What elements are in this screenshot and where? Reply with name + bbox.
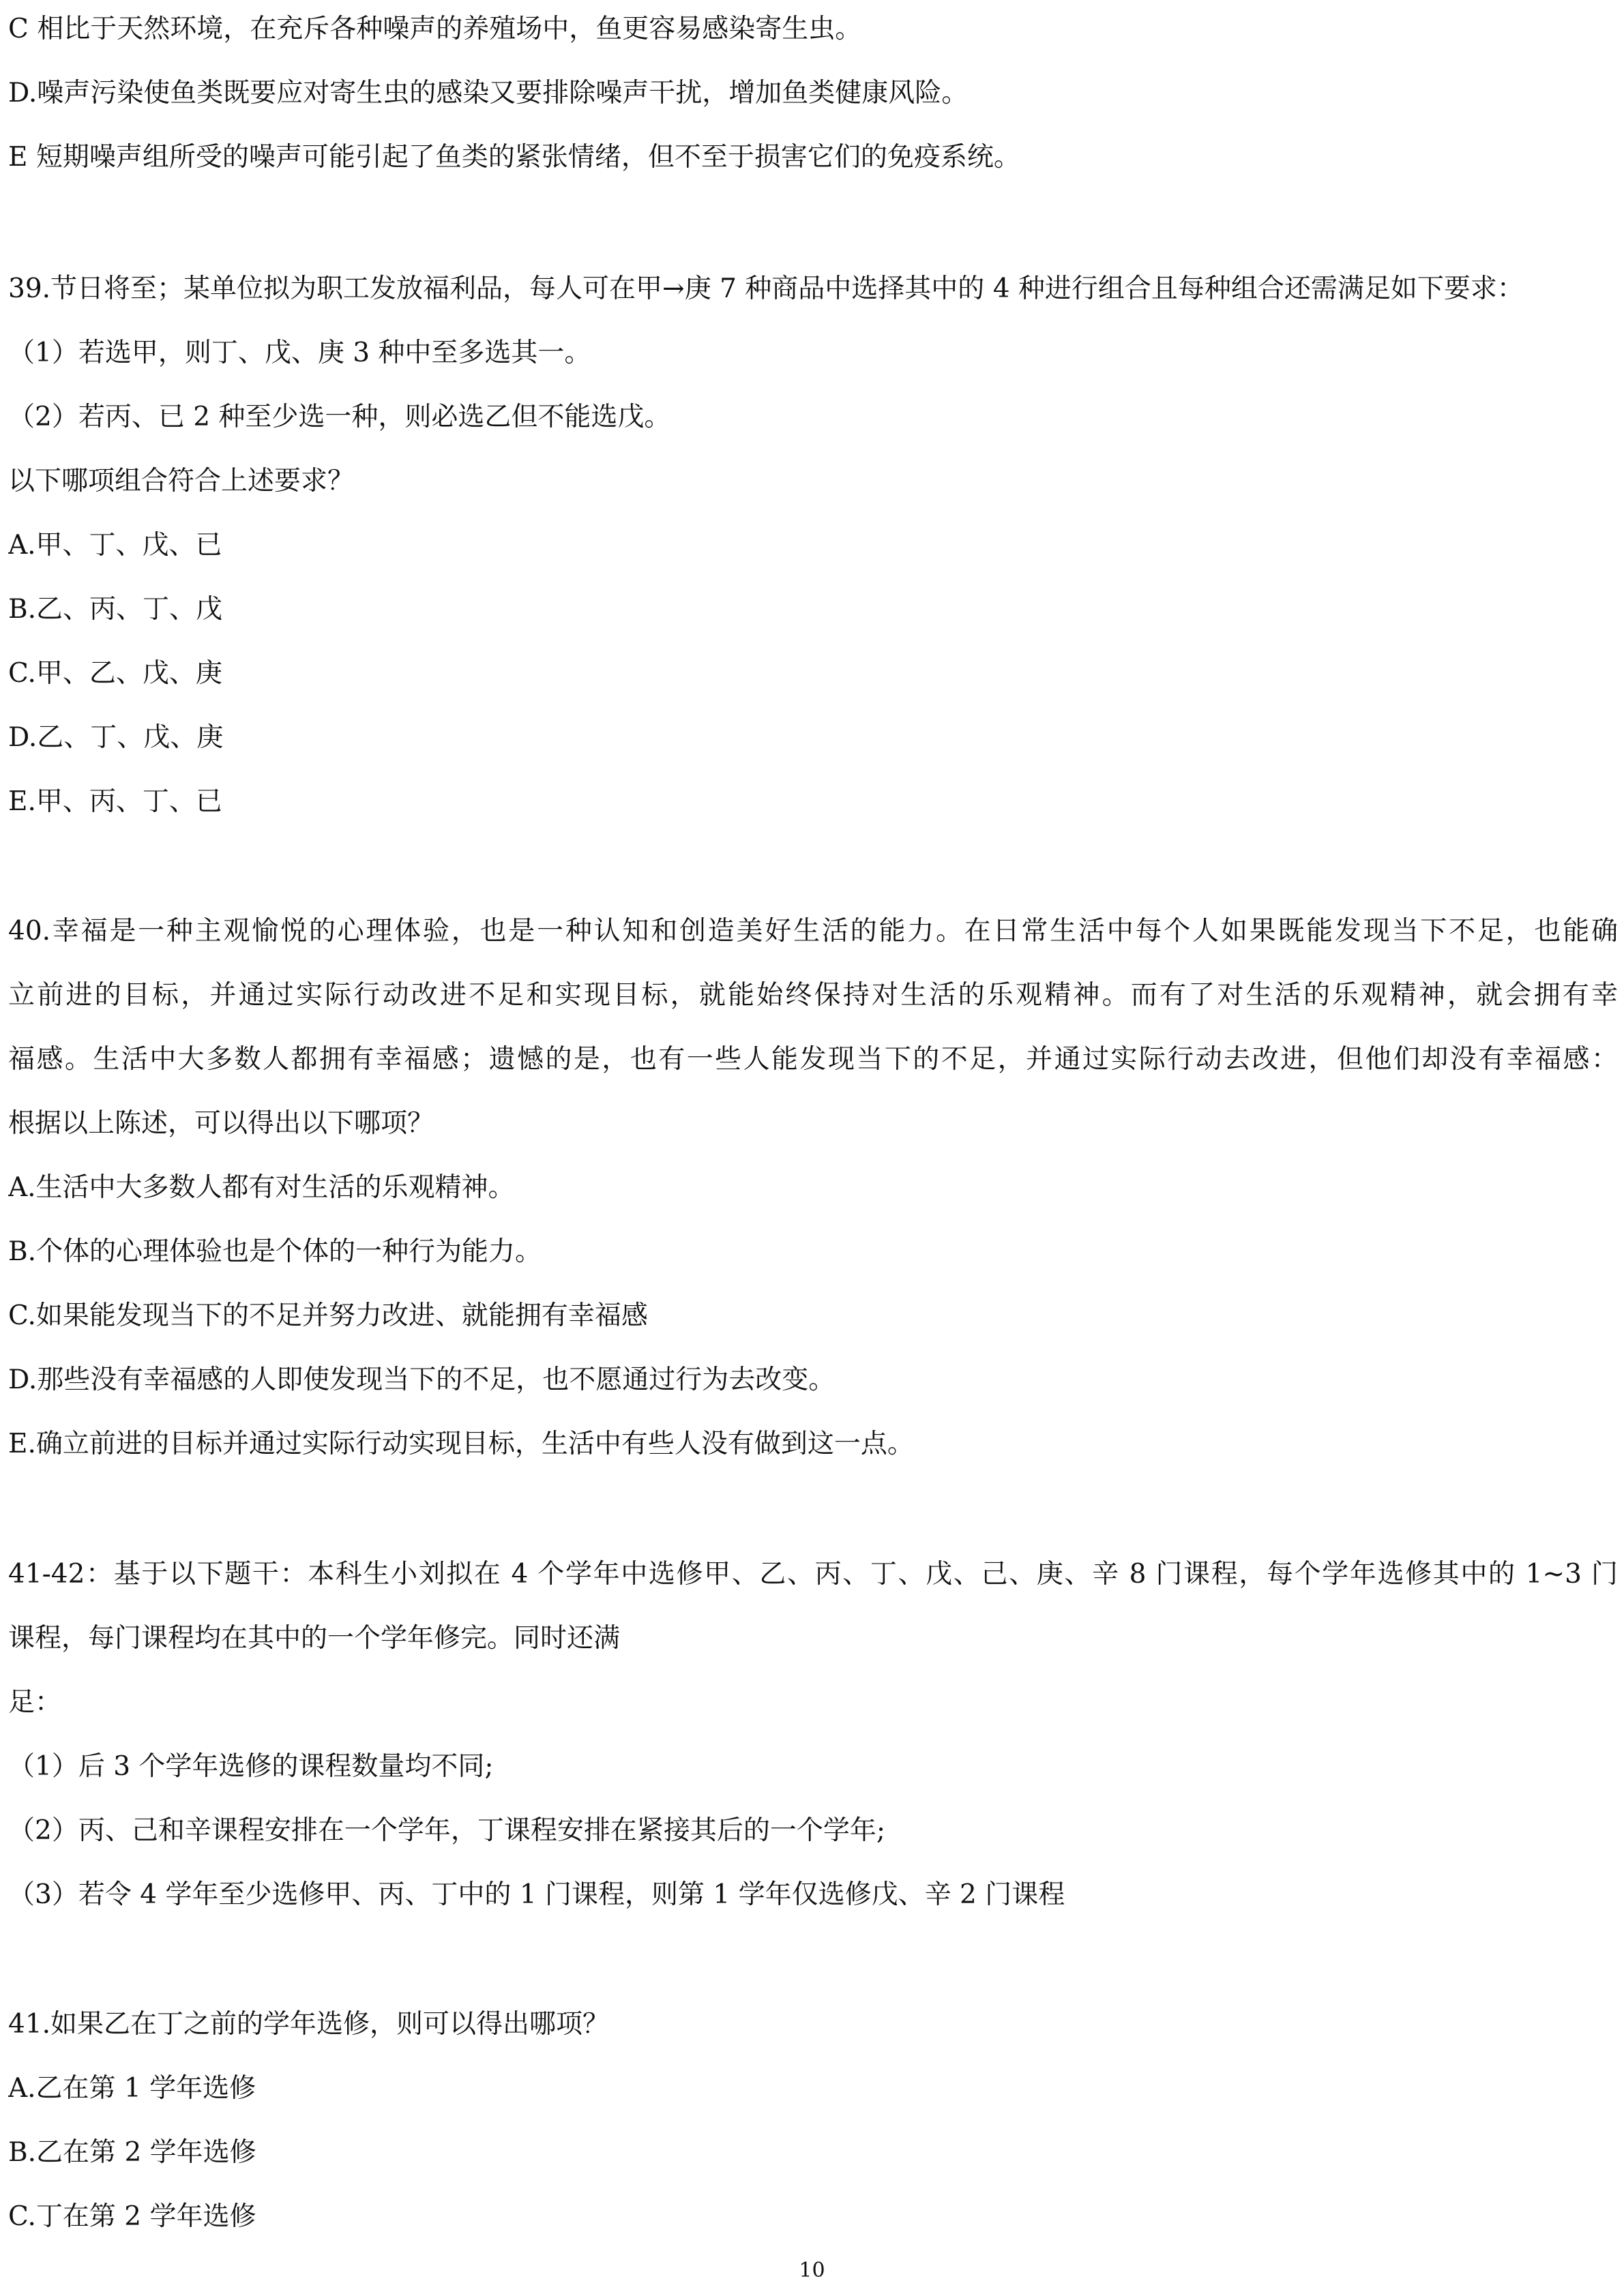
q39-option-b: B.乙、丙、丁、戊: [8, 594, 223, 625]
q39-option-e: E.甲、丙、丁、已: [8, 786, 222, 817]
q39-option-a: A.甲、丁、戊、已: [8, 530, 222, 561]
q38-option-c: C 相比于天然环境，在充斥各种噪声的养殖场中，鱼更容易感染寄生虫。: [8, 14, 862, 44]
q40-stem-line-3: 福感。生活中大多数人都拥有幸福感；遗憾的是，也有一些人能发现当下的不足，并通过实际行动去改进，但他们却没有幸福感：: [8, 1044, 1618, 1075]
q41-42-condition-2: （2）丙、己和辛课程安排在一个学年，丁课程安排在紧接其后的一个学年;: [8, 1815, 885, 1846]
q39-option-d: D.乙、丁、戊、庚: [8, 722, 224, 753]
page-number: 10: [799, 2258, 825, 2282]
q40-stem-line-2: 立前进的目标，并通过实际行动改进不足和实现目标，就能始终保持对生活的乐观精神。而有了对生活的乐观精神，就会拥有幸: [8, 980, 1618, 1011]
q39-condition-2: （2）若丙、已 2 种至少选一种，则必选乙但不能选戊。: [8, 402, 671, 432]
q41-42-condition-3: （3）若令 4 学年至少选修甲、丙、丁中的 1 门课程，则第 1 学年仅选修戊、辛 2 门课程: [8, 1879, 1065, 1910]
q40-option-e: E.确立前进的目标并通过实际行动实现目标，生活中有些人没有做到这一点。: [8, 1429, 914, 1459]
q40-option-c: C.如果能发现当下的不足并努力改进、就能拥有幸福感: [8, 1300, 648, 1331]
q40-option-b: B.个体的心理体验也是个体的一种行为能力。: [8, 1236, 542, 1267]
q38-option-d: D.噪声污染使鱼类既要应对寄生虫的感染又要排除噪声干扰，增加鱼类健康风险。: [8, 78, 969, 108]
q41-42-stem-line-1: 41-42：基于以下题干：本科生小刘拟在 4 个学年中选修甲、乙、丙、丁、戊、己、庚、辛 8 门课程，每个学年选修其中的 1~3 门: [8, 1559, 1618, 1590]
q39-condition-1: （1）若选甲，则丁、戊、庚 3 种中至多选其一。: [8, 338, 591, 368]
q41-option-a: A.乙在第 1 学年选修: [8, 2073, 256, 2104]
q40-option-a: A.生活中大多数人都有对生活的乐观精神。: [8, 1172, 515, 1203]
q41-42-condition-1: （1）后 3 个学年选修的课程数量均不同;: [8, 1751, 494, 1782]
q41-stem: 41.如果乙在丁之前的学年选修，则可以得出哪项？: [8, 2009, 610, 2040]
q41-42-stem-line-3: 足：: [8, 1687, 62, 1718]
q40-stem-line-4: 根据以上陈述，可以得出以下哪项？: [8, 1108, 434, 1139]
q41-option-b: B.乙在第 2 学年选修: [8, 2137, 256, 2168]
q39-stem: 39.节日将至；某单位拟为职工发放福利品，每人可在甲→庚 7 种商品中选择其中的 4 种进行组合且每种组合还需满足如下要求：: [8, 273, 1524, 304]
q39-question: 以下哪项组合符合上述要求？: [8, 466, 355, 496]
q39-option-c: C.甲、乙、戊、庚: [8, 658, 222, 689]
q41-option-c: C.丁在第 2 学年选修: [8, 2201, 256, 2232]
q38-option-e: E 短期噪声组所受的噪声可能引起了鱼类的紧张情绪，但不至于损害它们的免疫系统。: [8, 142, 1020, 173]
q40-option-d: D.那些没有幸福感的人即使发现当下的不足，也不愿通过行为去改变。: [8, 1365, 836, 1395]
q41-42-stem-line-2: 课程，每门课程均在其中的一个学年修完。同时还满: [8, 1623, 621, 1654]
q40-stem-line-1: 40.幸福是一种主观愉悦的心理体验，也是一种认知和创造美好生活的能力。在日常生活中每个人如果既能发现当下不足，也能确: [8, 916, 1618, 946]
